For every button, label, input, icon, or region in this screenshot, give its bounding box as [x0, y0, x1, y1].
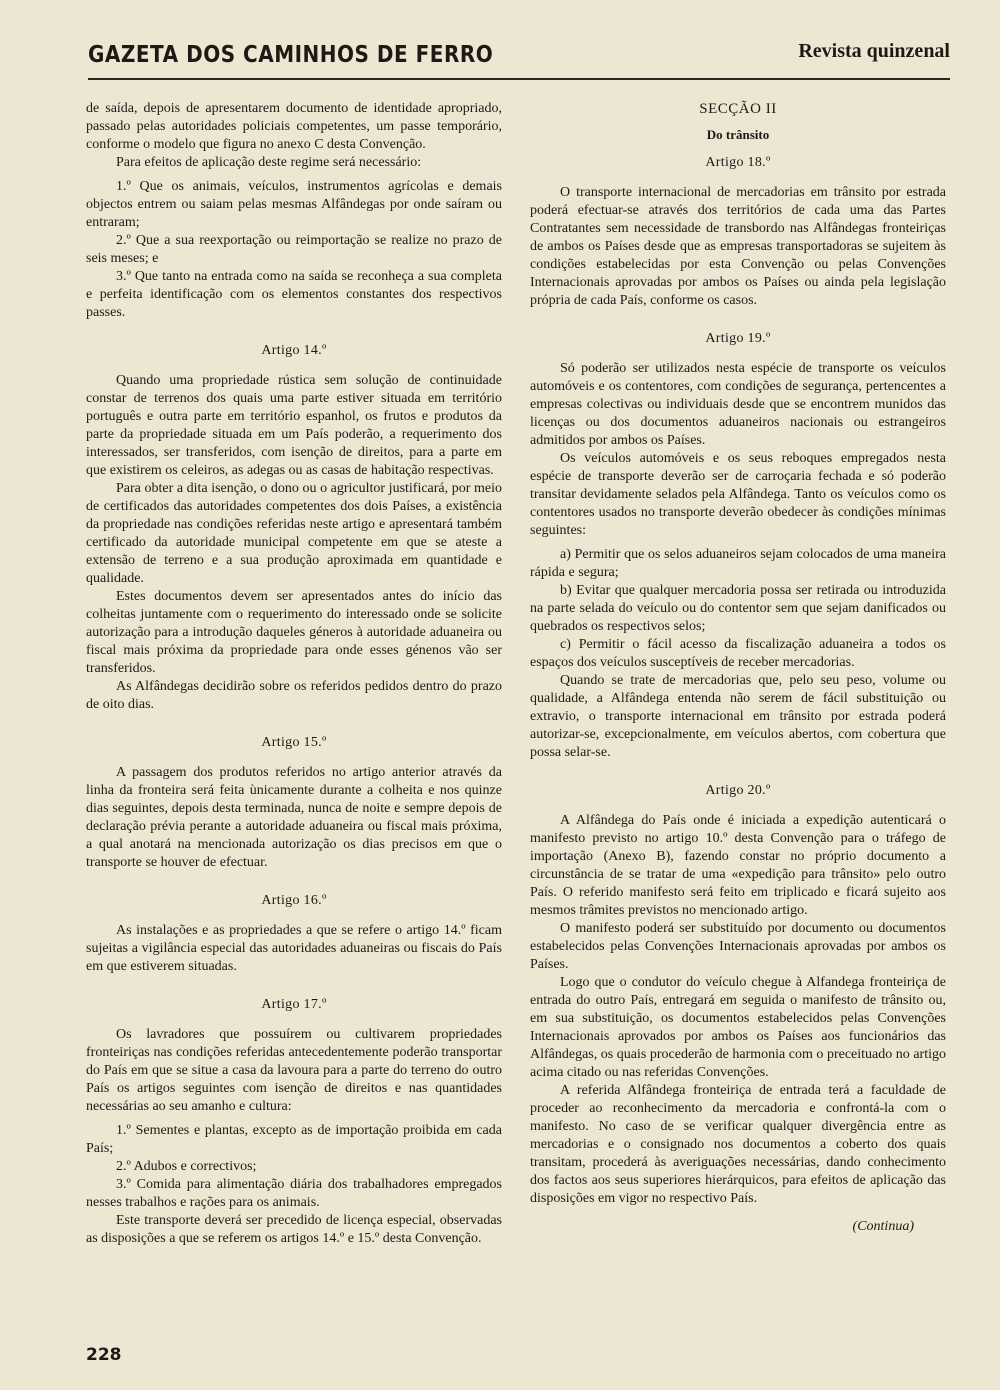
paragraph: de saída, depois de apresentarem documento de identidade apropriado, passado pelas autoridades policiais competentes, um passe temporário, conforme o modelo que figura no anexo C desta Convenção. — [86, 101, 502, 152]
paragraph: Logo que o condutor do veículo chegue à Alfandega fronteiriça de entrada do outro País, entregará em seguida o manifesto de trânsito ou, em sua substituição, os documentos estabelecidos pelas Convenções Internacionais aprovados por ambos os Países aos funcionários das Alfândegas, os quais procederão de harmonia com o preceituado no artigo acima citado ou nas referidas Convenções. — [530, 975, 946, 1080]
journal-title: GAZETA DOS CAMINHOS DE FERRO — [88, 40, 494, 68]
paragraph: Só poderão ser utilizados nesta espécie de transporte os veículos automóveis e os contentores, com condições de segurança, pertencentes a empresas colectivas ou individuais desde que se encontrem munidos das licenças ou dos documentos aduaneiros nacionais ou estrangeiros admitidos por ambos os Países. — [530, 361, 946, 448]
paragraph: Para obter a dita isenção, o dono ou o agricultor justificará, por meio de certificados das autoridades competentes dos dois Países, a existência da propriedade nas condições referidas neste artigo e apresentará também certificado da autoridade municipal competente em que se ateste a extensão de terreno e a sua produção aproximada em quantidade e qualidade. — [86, 481, 502, 586]
paragraph: A referida Alfândega fronteiriça de entrada terá a faculdade de proceder ao reconhecimento da mercadoria e confrontá-la com o manifesto. No caso de se verificar qualquer divergência entre as mercadorias e o consignado nos documentos a coberto dos quais transitam, procederá às averiguações necessárias, dando conhecimento dos factos aos seus superiores hierárquicos, para efeitos de aplicação das disposições em vigor no respectivo País. — [530, 1083, 946, 1206]
paragraph: 2.º Que a sua reexportação ou reimportação se realize no prazo de seis meses; e — [86, 233, 502, 266]
paragraph: c) Permitir o fácil acesso da fiscalização aduaneira a todos os espaços dos veículos susceptíveis de receber mercadorias. — [530, 637, 946, 670]
page-header — [88, 38, 950, 80]
paragraph: 3.º Comida para alimentação diária dos trabalhadores empregados nesses trabalhos e rações para os animais. — [86, 1177, 502, 1210]
paragraph: As instalações e as propriedades a que se refere o artigo 14.º ficam sujeitas a vigilância especial das autoridades aduaneiras ou fiscais do País em que estiverem situadas. — [86, 923, 502, 974]
article-heading: Artigo 16.º — [261, 893, 327, 908]
continued-note: (Continua) — [852, 1219, 914, 1234]
paragraph: A Alfândega do País onde é iniciada a expedição autenticará o manifesto previsto no artigo 10.º desta Convenção para o tráfego de importação (Anexo B), fazendo constar no próprio documento a circunstância de se tratar de uma «expedição para trânsito» pelo outro País. O referido manifesto será feito em triplicado e ficará sujeito aos mesmos trâmites previstos no mencionado artigo. — [530, 813, 946, 918]
article-heading: Artigo 19.º — [705, 331, 771, 346]
article-heading: Artigo 15.º — [261, 735, 327, 750]
paragraph: Os lavradores que possuírem ou cultivarem propriedades fronteiriças nas condições referidas antecedentemente poderão transportar do País em que se situe a casa da lavoura para a parte do terreno do outro País os artigos seguintes com isenção de direitos e nas quantidades necessárias ao seu amanho e cultura: — [86, 1027, 502, 1114]
paragraph: Os veículos automóveis e os seus reboques empregados nesta espécie de transporte deverão ser de carroçaria fechada e só poderão transitar devidamente selados pela Alfândega. Tanto os veículos como os contentores usados no transporte deverão obedecer às condições mínimas seguintes: — [530, 451, 946, 538]
paragraph: b) Evitar que qualquer mercadoria possa ser retirada ou introduzida na parte selada do veículo ou do contentor sem que sejam danificados ou quebrados os respectivos selos; — [530, 583, 946, 634]
paragraph: 1.º Sementes e plantas, excepto as de importação proibida em cada País; — [86, 1123, 502, 1156]
article-heading: Artigo 20.º — [705, 783, 771, 798]
paragraph: Para efeitos de aplicação deste regime será necessário: — [116, 155, 422, 170]
paragraph: As Alfândegas decidirão sobre os referidos pedidos dentro do prazo de oito dias. — [86, 679, 502, 712]
paragraph: O manifesto poderá ser substituído por documento ou documentos estabelecidos pelas Convenções Internacionais aprovadas por ambos os Países. — [530, 921, 946, 972]
article-heading: Artigo 18.º — [705, 155, 771, 170]
section-subheading: Do trânsito — [706, 127, 770, 142]
paragraph: 3.º Que tanto na entrada como na saída se reconheça a sua completa e perfeita identificação com os elementos constantes dos respectivos passes. — [86, 269, 502, 320]
paragraph: 1.º Que os animais, veículos, instrumentos agrícolas e demais objectos entrem ou saiam pelas mesmas Alfândegas por onde saíram ou entraram; — [86, 179, 502, 230]
article-heading: Artigo 14.º — [261, 343, 327, 358]
journal-subtitle: Revista quinzenal — [798, 40, 950, 62]
right-column — [530, 100, 946, 1236]
page-number: 228 — [86, 1345, 122, 1365]
paragraph: Quando uma propriedade rústica sem solução de continuidade constar de terrenos dos quais uma parte estiver situada em território português e outra parte em território espanhol, os frutos e produtos da parte da propriedade situada em um País poderão, a requerimento dos interessados, ser transferidos, com isenção de direitos, para a parte em que existirem os celeiros, as adegas ou as casas de habitação respectivas. — [86, 373, 502, 478]
paragraph: a) Permitir que os selos aduaneiros sejam colocados de uma maneira rápida e segura; — [530, 547, 946, 580]
paragraph: Este transporte deverá ser precedido de licença especial, observadas as disposições a que se referem os artigos 14.º e 15.º desta Convenção. — [86, 1213, 502, 1246]
paragraph: Quando se trate de mercadorias que, pelo seu peso, volume ou qualidade, a Alfândega entenda não serem de fácil substituição ou extravio, o transporte internacional em trânsito por estrada poderá autorizar-se, excepcionalmente, em veículos abertos, com cobertura que possa selar-se. — [530, 673, 946, 760]
article-heading: Artigo 17.º — [261, 997, 327, 1012]
section-heading: SECÇÃO II — [699, 101, 777, 117]
left-column — [86, 100, 502, 1248]
paragraph: O transporte internacional de mercadorias em trânsito por estrada poderá efectuar-se através dos territórios de cada uma das Partes Contratantes sem necessidade de transbordo nas Alfândegas fronteiriças de ambos os Países desde que as empresas transportadoras se sujeitem às condições estabelecidas por esta Convenção ou pelas Convenções Internacionais aprovadas por ambos os Países ou ainda pela legislação própria de cada País, conforme os casos. — [530, 185, 946, 308]
paragraph: 2.º Adubos e correctivos; — [116, 1159, 257, 1174]
paragraph: Estes documentos devem ser apresentados antes do início das colheitas juntamente com o requerimento do interessado onde se solicite autorização para a introdução daqueles géneros à autoridade aduaneira ou fiscal mais próxima da propriedade para onde esses génenos vão ser transferidos. — [86, 589, 502, 676]
paragraph: A passagem dos produtos referidos no artigo anterior através da linha da fronteira será feita ùnicamente durante a colheita e nos quinze dias seguintes, depois desta terminada, nunca de noite e sempre depois de declaração prévia perante a autoridade aduaneira ou fiscal mais próxima, a qual anotará na mencionada autorização os dias precisos em que o transporte se houver de efectuar. — [86, 765, 502, 870]
